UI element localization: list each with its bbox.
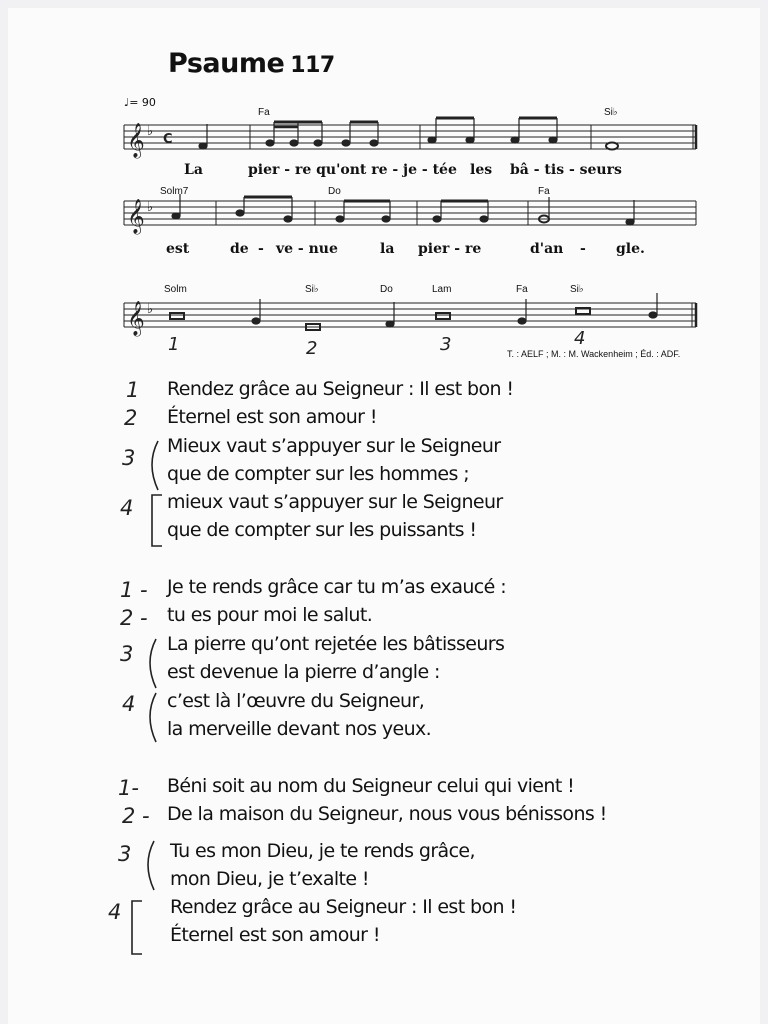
chord-label: Si♭	[604, 107, 618, 118]
lyric-syllable: -	[258, 241, 264, 257]
verse-line: Tu es mon Dieu, je te rends grâce,	[170, 840, 475, 862]
bracket-icon	[138, 636, 162, 692]
chord-label: Si♭	[305, 284, 319, 295]
verse-line: mon Dieu, je t’exalte !	[170, 868, 369, 890]
verse-line: que de compter sur les hommes ;	[167, 463, 470, 485]
verse-line: Rendez grâce au Seigneur : Il est bon !	[170, 896, 517, 918]
verse-line: mieux vaut s’appuyer sur le Seigneur	[167, 491, 503, 513]
time-signature-icon: C	[163, 132, 173, 147]
verse-line: De la maison du Seigneur, nous vous bénissons !	[167, 803, 607, 825]
line-mark: 4	[108, 900, 122, 924]
title-name: Psaume	[168, 48, 285, 79]
lyric-syllable: la	[380, 241, 395, 257]
treble-clef-icon: 𝄞	[127, 199, 145, 234]
verse-line: est devenue la pierre d’angle :	[167, 661, 440, 683]
staff-1	[124, 125, 696, 149]
line-mark: 2 -	[122, 804, 150, 828]
verse-line: Rendez grâce au Seigneur : Il est bon !	[167, 378, 514, 400]
bracket-icon	[138, 690, 162, 746]
flat-sign-icon: ♭	[147, 200, 154, 215]
chord-label: Fa	[516, 284, 528, 295]
handwritten-number: 3	[440, 334, 452, 355]
staff-2	[124, 201, 696, 225]
verse-line: Éternel est son amour !	[170, 924, 380, 946]
lyric-syllable: est	[166, 241, 190, 257]
line-mark: 3	[118, 842, 132, 866]
line-mark: 4	[120, 496, 134, 520]
lyric-syllable: de	[230, 241, 249, 257]
handwritten-number: 4	[574, 328, 586, 349]
lyric-syllable: d'an	[530, 241, 564, 257]
line-mark: 2	[124, 406, 138, 430]
verse-line: Béni soit au nom du Seigneur celui qui vient !	[167, 775, 575, 797]
lyric-syllable: ve - nue	[276, 241, 338, 257]
chord-label: Fa	[538, 186, 550, 197]
lyric-syllable: pier - re	[418, 241, 482, 257]
flat-sign-icon: ♭	[147, 124, 154, 139]
chord-label: Solm	[164, 284, 187, 295]
staff-2-notes	[172, 194, 634, 225]
chord-label: Lam	[432, 284, 452, 295]
lyric-syllable: bâ - tis - seurs	[510, 162, 622, 178]
chord-label: Do	[328, 186, 341, 197]
chord-label: Solm7	[160, 186, 189, 197]
line-mark: 1	[126, 378, 140, 402]
verse-line: tu es pour moi le salut.	[167, 604, 373, 626]
lyric-syllable: gle.	[616, 241, 645, 257]
bracket-icon	[122, 898, 146, 958]
handwritten-number: 1	[168, 334, 180, 355]
verse-line: la merveille devant nos yeux.	[167, 718, 432, 740]
tempo-marking: ♩= 90	[124, 96, 156, 109]
verse-line: Éternel est son amour !	[167, 406, 377, 428]
chord-label: Fa	[258, 107, 270, 118]
treble-clef-icon: 𝄞	[127, 301, 145, 336]
staff-1-notes	[199, 118, 618, 150]
bracket-icon	[140, 438, 164, 494]
treble-clef-icon: 𝄞	[127, 123, 145, 158]
handwritten-number: 2	[306, 338, 318, 359]
title-number: 117	[290, 53, 335, 78]
staff-3	[124, 303, 696, 327]
bracket-icon	[136, 838, 160, 894]
credits: T. : AELF ; M. : M. Wackenheim ; Éd. : ADF.	[507, 349, 681, 359]
lyric-syllable: pier - re qu'ont re - je - tée	[248, 162, 457, 178]
line-mark: 1 -	[120, 578, 148, 602]
line-mark: 2 -	[120, 606, 148, 630]
verse-line: que de compter sur les puissants !	[167, 519, 477, 541]
verse-line: Je te rends grâce car tu m’as exaucé :	[167, 576, 506, 598]
chord-label: Si♭	[570, 284, 584, 295]
lyric-syllable: les	[470, 162, 493, 178]
flat-sign-icon: ♭	[147, 302, 154, 317]
verse-line: Mieux vaut s’appuyer sur le Seigneur	[167, 435, 501, 457]
lyric-syllable: -	[580, 241, 586, 257]
lyric-syllable: La	[184, 162, 203, 178]
bracket-icon	[142, 492, 166, 550]
line-mark: 3	[120, 642, 134, 666]
verse-line: c’est là l’œuvre du Seigneur,	[167, 690, 425, 712]
verse-line: La pierre qu’ont rejetée les bâtisseurs	[167, 633, 505, 655]
line-mark: 3	[122, 446, 136, 470]
chord-label: Do	[380, 284, 393, 295]
line-mark: 4	[122, 692, 136, 716]
staff-3-notes	[170, 293, 657, 330]
line-mark: 1-	[118, 776, 139, 800]
